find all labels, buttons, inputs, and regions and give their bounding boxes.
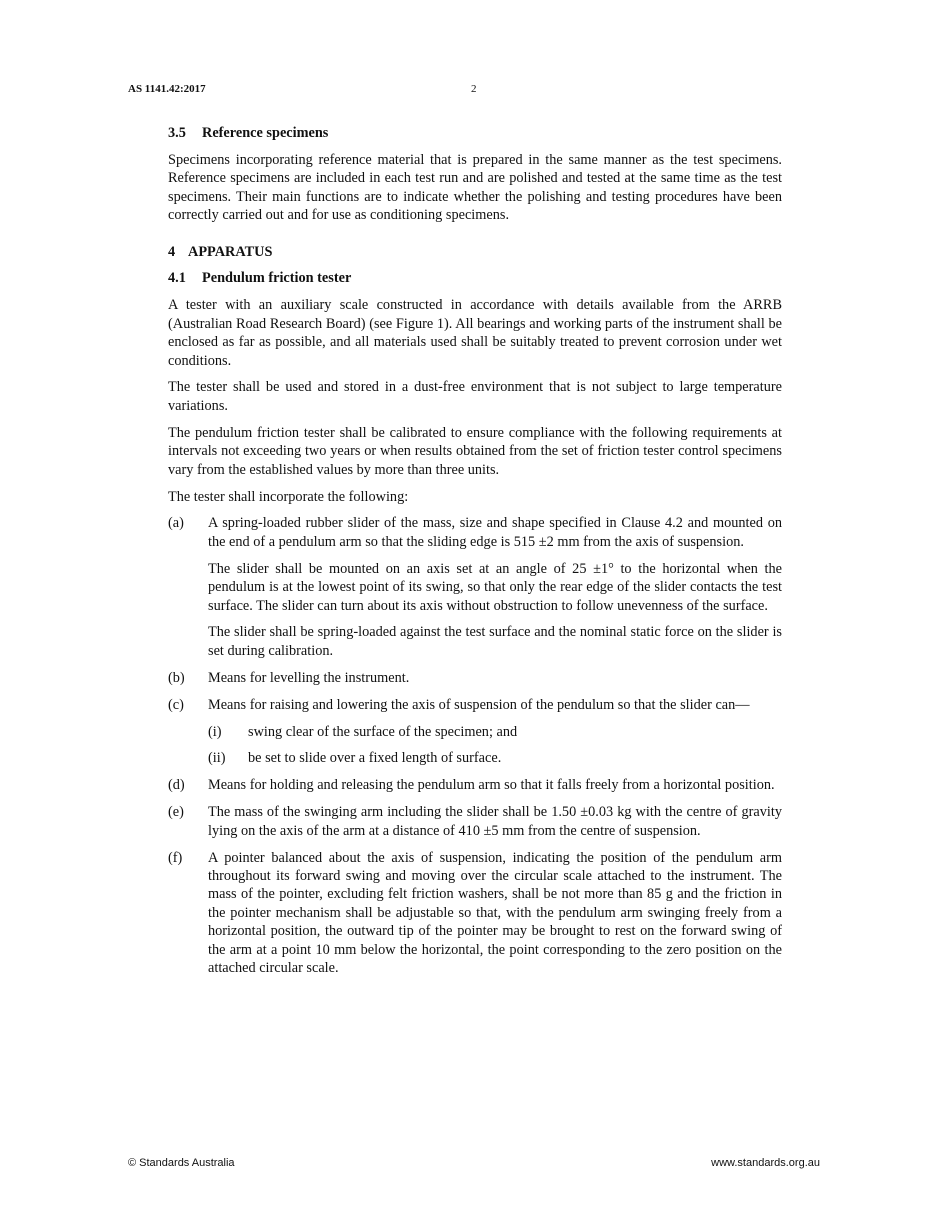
section-title: Pendulum friction tester	[202, 270, 352, 287]
section-title: Reference specimens	[202, 125, 329, 141]
sub-item-text: be set to slide over a fixed length of surface.	[248, 750, 502, 767]
list-item-text: The slider shall be mounted on an axis set at an angle of 25 ±1° to the horizontal when the pendulum is at the lowest point of its swing, so that only the rear edge of the slider contacts the test surface. The slider can turn about its axis without obstruction to follow unevenness of the surface.	[208, 560, 782, 614]
list-item-text: Means for levelling the instrument.	[208, 669, 410, 686]
sub-item-ii	[208, 749, 782, 767]
section-number: 4	[168, 243, 176, 260]
sub-label: (i)	[208, 723, 222, 740]
list-label: (f)	[168, 849, 183, 866]
requirements-list	[168, 514, 782, 977]
list-item-e	[168, 803, 782, 840]
standard-number: AS 1141.42:2017	[128, 83, 206, 95]
section-4-1-paragraph-2: The tester shall be used and stored in a dust-free environment that is not subject to large temperature variations.	[168, 379, 782, 414]
sub-item-text: swing clear of the surface of the specimen; and	[248, 723, 518, 740]
section-4-1-paragraph-3: The pendulum friction tester shall be calibrated to ensure compliance with the following requirements at intervals not exceeding two years or when results obtained from the set of friction tester control specimens vary from the established values by more than three units.	[168, 424, 782, 478]
section-title: APPARATUS	[188, 243, 273, 260]
page-content	[168, 124, 782, 977]
list-item-text: The slider shall be spring-loaded against the test surface and the nominal static force on the slider is set during calibration.	[208, 624, 782, 659]
list-item-text: The mass of the swinging arm including the slider shall be 1.50 ±0.03 kg with the centre of gravity lying on the axis of the arm at a distance of 410 ±5 mm from the centre of suspension.	[208, 804, 782, 839]
list-item-text: Means for holding and releasing the pendulum arm so that it falls freely from a horizontal position.	[208, 777, 775, 794]
section-4-1-paragraph-1: A tester with an auxiliary scale constructed in accordance with details available from the ARRB (Australian Road Research Board) (see Figure 1). All bearings and working parts of the instrument shall be enclosed as far as possible, and all materials used shall be suitably treated to prevent corrosion under wet conditions.	[168, 297, 782, 369]
list-item-a	[168, 514, 782, 660]
list-item-text: A spring-loaded rubber slider of the mass, size and shape specified in Clause 4.2 and mounted on the end of a pendulum arm so that the sliding edge is 515 ±2 mm from the axis of suspension.	[208, 515, 782, 550]
section-number: 3.5	[168, 125, 186, 141]
list-item-f	[168, 849, 782, 978]
list-item-d	[168, 776, 782, 794]
section-3-5-heading	[168, 124, 782, 142]
list-label: (e)	[168, 804, 184, 821]
list-label: (c)	[168, 696, 184, 713]
section-3-5-paragraph: Specimens incorporating reference material that is prepared in the same manner as the test specimens. Reference specimens are included in each test run and are polished and tested at the same time as the test specimens. Their main functions are to indicate whether the polishing and testing procedures have been correctly carried out and for use as conditioning specimens.	[168, 151, 782, 224]
list-label: (d)	[168, 777, 185, 794]
list-item-c	[168, 696, 782, 768]
sub-item-i	[208, 723, 782, 741]
list-item-b	[168, 669, 782, 687]
section-4-1-paragraph-4: The tester shall incorporate the following:	[168, 488, 409, 505]
sub-label: (ii)	[208, 750, 226, 767]
list-label: (a)	[168, 515, 184, 532]
section-4-heading	[168, 243, 782, 261]
section-4-1-heading	[168, 269, 782, 287]
page-number: 2	[471, 83, 477, 95]
list-item-text: Means for raising and lowering the axis of suspension of the pendulum so that the slider can—	[208, 696, 750, 713]
list-item-text: A pointer balanced about the axis of suspension, indicating the position of the pendulum arm throughout its forward swing and moving over the circular scale attached to the instrument. The mass of the pointer, excluding felt friction washers, shall be not more than 85 g and the friction in the pointer mechanism shall be adjustable so that, with the pendulum arm swinging freely from a horizontal position, the outward tip of the pointer may be brought to rest on the forward swing of the arm at a point 10 mm below the horizontal, the point corresponding to the zero position on the attached circular scale.	[208, 849, 782, 977]
copyright-footer: © Standards Australia	[128, 1157, 235, 1169]
section-number: 4.1	[168, 270, 186, 287]
list-label: (b)	[168, 669, 185, 686]
website-footer: www.standards.org.au	[711, 1157, 820, 1169]
